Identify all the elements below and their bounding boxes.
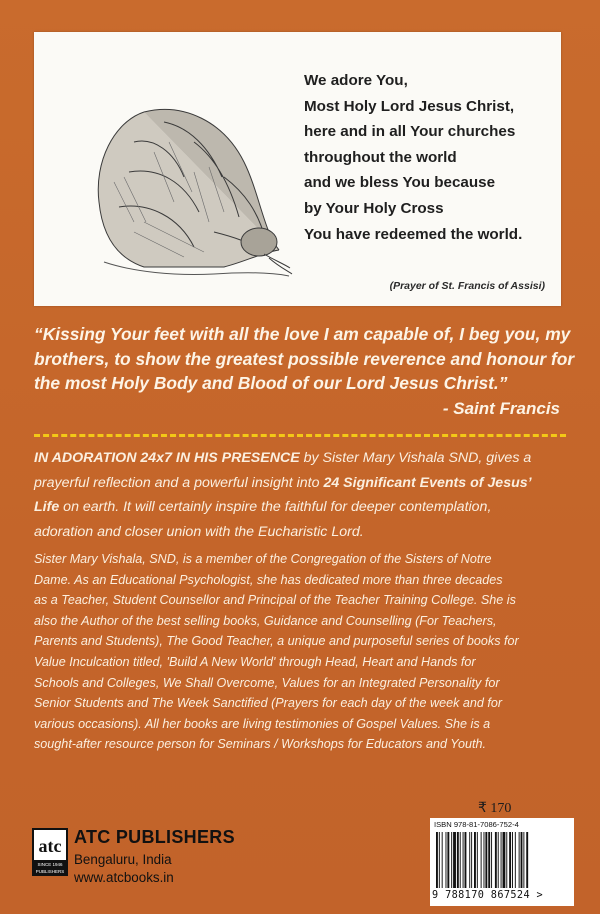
- events-highlight: Life: [34, 499, 60, 516]
- prayer-line: We adore You,: [304, 72, 408, 89]
- quote-line: the most Holy Body and Blood of our Lord Jesus Christ.”: [34, 373, 508, 393]
- saint-francis-quote: [34, 322, 574, 396]
- description-line: Life on earth. It will certainly inspire the faithful for deeper contemplation,: [34, 499, 492, 516]
- dashed-divider: [34, 434, 566, 437]
- book-description: [34, 446, 574, 544]
- bio-line: Value Inculcation titled, 'Build A New World' through Head, Heart and Hands for: [34, 654, 476, 669]
- description-line: prayerful reflection and a powerful insight into 24 Significant Events of Jesus’: [34, 474, 532, 491]
- prayer-line: throughout the world: [304, 148, 457, 166]
- author-bio: [34, 549, 574, 755]
- bio-line: Senior Students and The Week Sanctified (Prayers for each day of the week and for: [34, 696, 503, 711]
- prayer-source: (Prayer of St. Francis of Assisi): [389, 280, 545, 292]
- quote-author: - Saint Francis: [442, 399, 560, 418]
- atc-logo: [32, 828, 68, 876]
- bio-line: sought-after resource person for Seminars / Workshops for Educators and Youth.: [34, 737, 486, 752]
- bio-line: Sister Mary Vishala, SND, is a member of the Congregation of the Sisters of Notre: [34, 552, 492, 566]
- publisher-city: Bengaluru, India: [74, 852, 172, 867]
- isbn-barcode: [430, 818, 574, 906]
- bio-line: as a Teacher, Student Counsellor and Principal of the Teacher Training College. She is: [34, 593, 516, 608]
- bio-line: Parents and Students), The Good Teacher, a unique and purposeful series of books for: [34, 634, 519, 649]
- prayer-text: [304, 68, 564, 247]
- prayer-line: here and in all Your churches: [304, 123, 516, 141]
- prayer-line: and we bless You because: [304, 174, 496, 192]
- logo-since: SINCE 1946: [37, 862, 63, 867]
- book-title: IN ADORATION 24x7 IN HIS PRESENCE: [34, 450, 300, 466]
- description-line: adoration and closer union with the Eucharistic Lord.: [34, 523, 364, 540]
- price-label: ₹ 170: [478, 801, 512, 816]
- quote-line: brothers, to show the greatest possible reverence and honour for: [34, 348, 575, 369]
- prayer-card: [34, 32, 561, 306]
- bio-line: also the Author of the best selling books, Guidance and Counselling (For Teachers,: [34, 613, 497, 628]
- logo-banner: PUBLISHERS: [35, 869, 65, 874]
- quote-line: “Kissing Your feet with all the love I am capable of, I beg you, my: [34, 324, 571, 344]
- publisher-name: ATC PUBLISHERS: [74, 827, 235, 847]
- description-line: IN ADORATION 24x7 IN HIS PRESENCE by Sister Mary Vishala SND, gives a: [34, 450, 532, 466]
- isbn-number: ISBN 978-81-7086-752-4: [434, 820, 519, 829]
- kneeling-monk-illustration: [74, 82, 294, 282]
- bio-line: various occasions). All her books are living testimonies of Gospel Values. She is a: [34, 716, 491, 731]
- prayer-line: by Your Holy Cross: [304, 199, 444, 217]
- bio-line: Dame. As an Educational Psychologist, she has dedicated more than three decades: [34, 572, 503, 587]
- events-highlight: 24 Significant Events of Jesus’: [323, 474, 532, 491]
- prayer-line: Most Holy Lord Jesus Christ,: [304, 97, 515, 115]
- publisher-website[interactable]: www.atcbooks.in: [74, 870, 174, 885]
- barcode-bars: [434, 832, 570, 890]
- prayer-line: You have redeemed the world.: [304, 225, 523, 243]
- bio-line: Schools and Colleges, We Shall Overcome, Values for an Integrated Personality for: [34, 675, 500, 690]
- barcode-digits: 9 788170 867524 >: [432, 890, 544, 901]
- logo-mark: atc: [38, 836, 62, 856]
